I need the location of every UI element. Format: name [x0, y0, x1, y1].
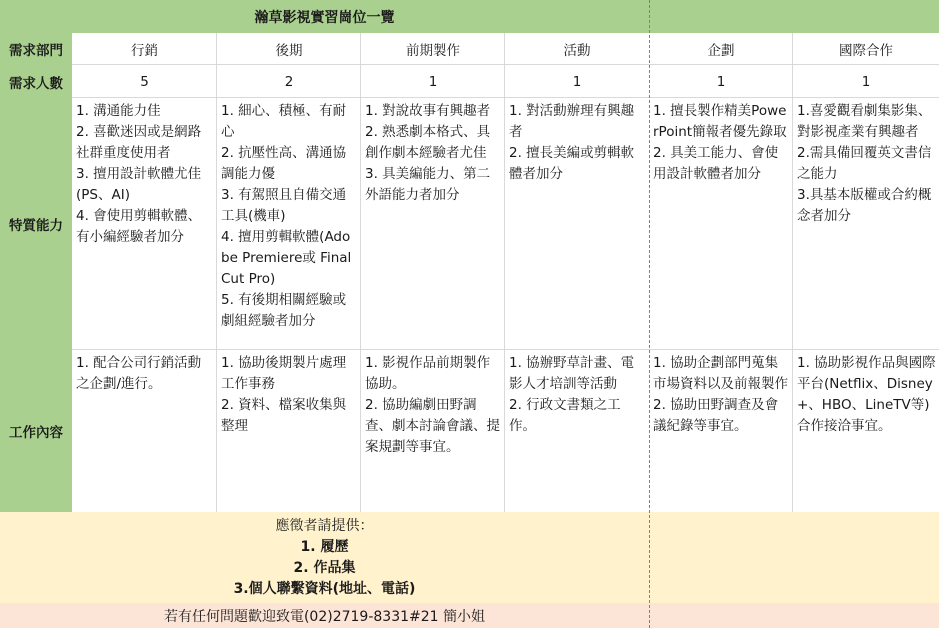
grid-line: [72, 97, 939, 98]
grid-line: [216, 33, 217, 512]
dept-duties-marketing: 1. 配合公司行銷活動之企劃/進行。: [72, 350, 217, 512]
dept-traits-marketing: 1. 溝通能力佳 2. 喜歡迷因或是網路社群重度使用者 3. 擅用設計軟體尤佳(PS、AI) 4. 會使用剪輯軟體、有小編經驗者加分: [72, 98, 217, 350]
dept-count-events: 1: [505, 65, 649, 98]
dept-duties-preproduction: 1. 影視作品前期製作協助。 2. 協助編劇田野調查、劇本討論會議、提案規劃等事宜。: [361, 350, 505, 512]
dept-traits-preproduction: 1. 對說故事有興趣者 2. 熟悉劇本格式、具創作劇本經驗者尤佳 3. 具美編能力、第二外語能力者加分: [361, 98, 505, 350]
grid-line: [72, 64, 939, 65]
dept-traits-planning: 1. 擅長製作精美PowerPoint簡報者優先錄取 2. 具美工能力、會使用設計軟體者加分: [649, 98, 793, 350]
dept-traits-post: 1. 細心、積極、有耐心 2. 抗壓性高、溝通協調能力優 3. 有駕照且自備交通工具(機車) 4. 擅用剪輯軟體(Adobe Premiere或 Final Cut Pro) 5. 有後期相關經驗或劇組經驗者加分: [217, 98, 361, 350]
contact-line: 若有任何問題歡迎致電(02)2719-8331#21 簡小姐: [0, 603, 649, 628]
dept-count-international: 1: [793, 65, 939, 98]
dept-count-marketing: 5: [72, 65, 217, 98]
requirements-intro: 應徵者請提供：: [275, 517, 374, 534]
dept-duties-international: 1. 協助影視作品與國際平台(Netflix、Disney+、HBO、LineTV等)合作接洽事宜。: [793, 350, 939, 512]
dept-name-preproduction: 前期製作: [361, 33, 505, 65]
dept-name-planning: 企劃: [649, 33, 793, 65]
dept-traits-international: 1.喜愛觀看劇集影集、對影視產業有興趣者 2.需具備回覆英文書信之能力 3.具基本版權或合約概念者加分: [793, 98, 939, 350]
grid-line: [72, 349, 939, 350]
dept-count-post: 2: [217, 65, 361, 98]
applicant-requirements: [0, 512, 649, 603]
title-fill-right: [649, 0, 939, 33]
row-label-count: 需求人數: [0, 65, 72, 98]
page-break-line: [649, 0, 650, 628]
row-label-dept: 需求部門: [0, 33, 72, 65]
requirement-item: 3.個人聯繫資料(地址、電話): [233, 580, 416, 597]
dept-name-events: 活動: [505, 33, 649, 65]
dept-duties-events: 1. 協辦野草計畫、電影人才培訓等活動 2. 行政文書類之工作。: [505, 350, 649, 512]
contact-fill-right: [649, 603, 939, 628]
dept-duties-post: 1. 協助後期製片處理工作事務 2. 資料、檔案收集與整理: [217, 350, 361, 512]
dept-name-international: 國際合作: [793, 33, 939, 65]
dept-traits-events: 1. 對活動辦理有興趣者 2. 擅長美編或剪輯軟體者加分: [505, 98, 649, 350]
row-label-duties: 工作內容: [0, 350, 72, 512]
dept-count-preproduction: 1: [361, 65, 505, 98]
requirement-item: 2. 作品集: [293, 559, 356, 576]
sheet-title: 瀚草影視實習崗位一覽: [0, 0, 649, 33]
grid-line: [360, 33, 361, 512]
footer-fill-right: [649, 512, 939, 603]
dept-duties-planning: 1. 協助企劃部門蒐集市場資料以及前報製作 2. 協助田野調查及會議紀錄等事宜。: [649, 350, 793, 512]
row-label-traits: 特質能力: [0, 98, 72, 350]
requirement-item: 1. 履歷: [300, 538, 349, 555]
dept-name-marketing: 行銷: [72, 33, 217, 65]
grid-line: [792, 33, 793, 512]
dept-count-planning: 1: [649, 65, 793, 98]
grid-line: [504, 33, 505, 512]
dept-name-post: 後期: [217, 33, 361, 65]
